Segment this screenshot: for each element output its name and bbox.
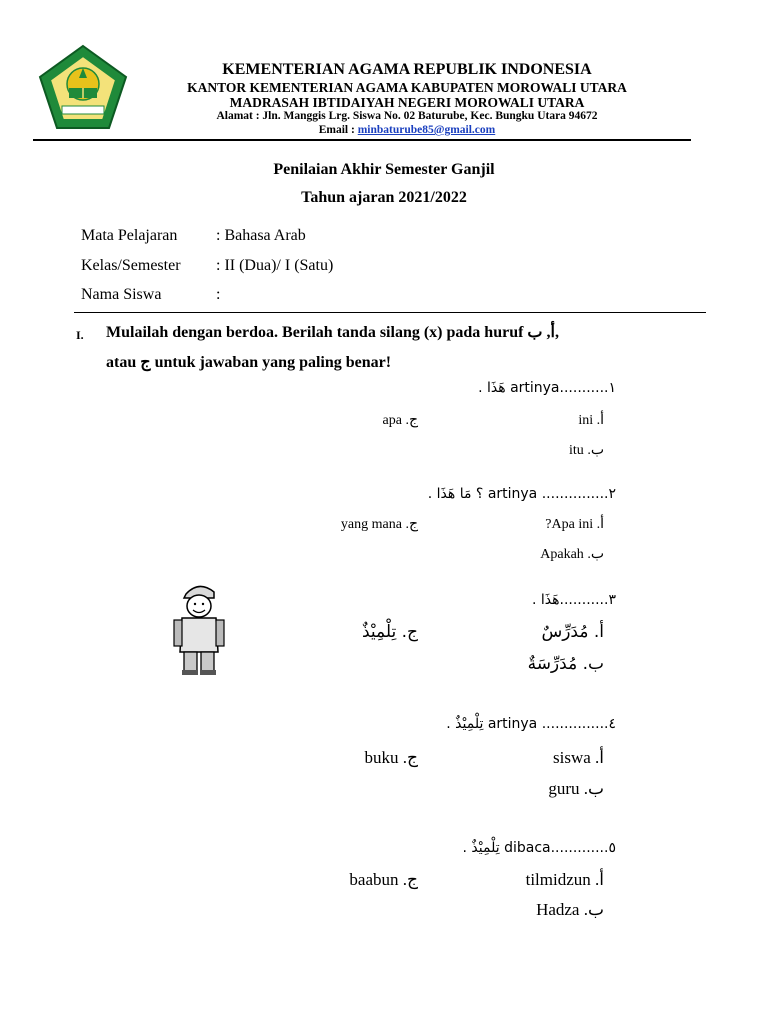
- question-1-option-b[interactable]: ب. itu: [569, 443, 604, 458]
- question-5-stem: [463, 840, 616, 857]
- header-divider: [33, 139, 691, 141]
- exam-title: Penilaian Akhir Semester Ganjil: [273, 161, 495, 178]
- header-school: MADRASAH IBTIDAIYAH NEGERI MOROWALI UTARA: [229, 95, 585, 110]
- question-1-option-c[interactable]: ج. apa: [382, 413, 418, 428]
- ministry-logo: [38, 44, 128, 130]
- exam-year: Tahun ajaran 2021/2022: [301, 189, 467, 206]
- question-3-option-c[interactable]: ج. تِلْمِيْذٌ: [361, 622, 418, 642]
- question-2-option-c[interactable]: ج. yang mana: [340, 517, 418, 532]
- question-2-text: ............... artinya ؟ مَا هَذَا .: [427, 486, 609, 502]
- subject-value: : Bahasa Arab: [216, 227, 306, 244]
- question-4-option-b[interactable]: ب. guru: [548, 779, 604, 798]
- header-office: KANTOR KEMENTERIAN AGAMA KABUPATEN MOROWALI UTARA: [187, 80, 627, 95]
- question-5-text: .............dibaca تِلْمِيْذٌ .: [462, 840, 609, 856]
- question-3-option-b[interactable]: ب. مُدَرِّسَةٌ: [527, 654, 604, 674]
- header-ministry: KEMENTERIAN AGAMA REPUBLIK INDONESIA: [222, 61, 592, 78]
- student-boy-illustration: [170, 578, 228, 676]
- question-2-stem: [428, 486, 616, 503]
- question-4-stem: [446, 716, 616, 733]
- question-1-number: ١: [608, 381, 616, 396]
- question-2-number: ٢: [608, 487, 616, 502]
- info-divider: [74, 312, 706, 313]
- question-5-number: ٥: [608, 841, 616, 856]
- question-4-number: ٤: [608, 717, 616, 732]
- question-4-option-a[interactable]: أ. siswa: [552, 748, 604, 767]
- class-value: : II (Dua)/ I (Satu): [216, 257, 334, 274]
- header-email-line: [130, 124, 684, 136]
- question-1-option-a[interactable]: أ. ini: [578, 413, 604, 428]
- question-1-text: ...........artinya هَذَا .: [478, 380, 609, 396]
- instruction-line-1: Mulailah dengan berdoa. Berilah tanda silang (x) pada huruf أ, ب,: [106, 324, 559, 341]
- question-5-option-c[interactable]: ج. baabun: [349, 870, 418, 889]
- student-name-value: :: [216, 286, 221, 303]
- email-link[interactable]: minbaturube85@gmail.com: [357, 124, 496, 136]
- question-3-option-a[interactable]: أ. مُدَرِّسٌ: [541, 622, 604, 642]
- question-4-text: ............... artinya تِلْمِيْذٌ .: [446, 716, 609, 732]
- section-number: I.: [76, 328, 84, 342]
- class-label: Kelas/Semester: [81, 257, 181, 274]
- question-4-option-c[interactable]: ج. buku: [364, 748, 418, 767]
- subject-label: Mata Pelajaran: [81, 227, 178, 244]
- email-label: Email :: [318, 124, 358, 136]
- question-3-stem: [532, 592, 616, 609]
- question-3-number: ٣: [608, 593, 616, 608]
- question-2-option-b[interactable]: ب. Apakah: [540, 547, 604, 562]
- question-1-stem: [478, 380, 616, 397]
- question-5-option-b[interactable]: ب. Hadza: [536, 900, 604, 919]
- header-address: Alamat : Jln. Manggis Lrg. Siswa No. 02 Baturube, Kec. Bungku Utara 94672: [216, 110, 598, 122]
- question-3-text: ...........هَذَا .: [531, 592, 609, 608]
- question-2-option-a[interactable]: أ. Apa ini?: [545, 517, 604, 532]
- student-name-label: Nama Siswa: [81, 286, 162, 303]
- question-5-option-a[interactable]: أ. tilmidzun: [525, 870, 604, 889]
- instruction-line-2: atau ج untuk jawaban yang paling benar!: [106, 354, 392, 371]
